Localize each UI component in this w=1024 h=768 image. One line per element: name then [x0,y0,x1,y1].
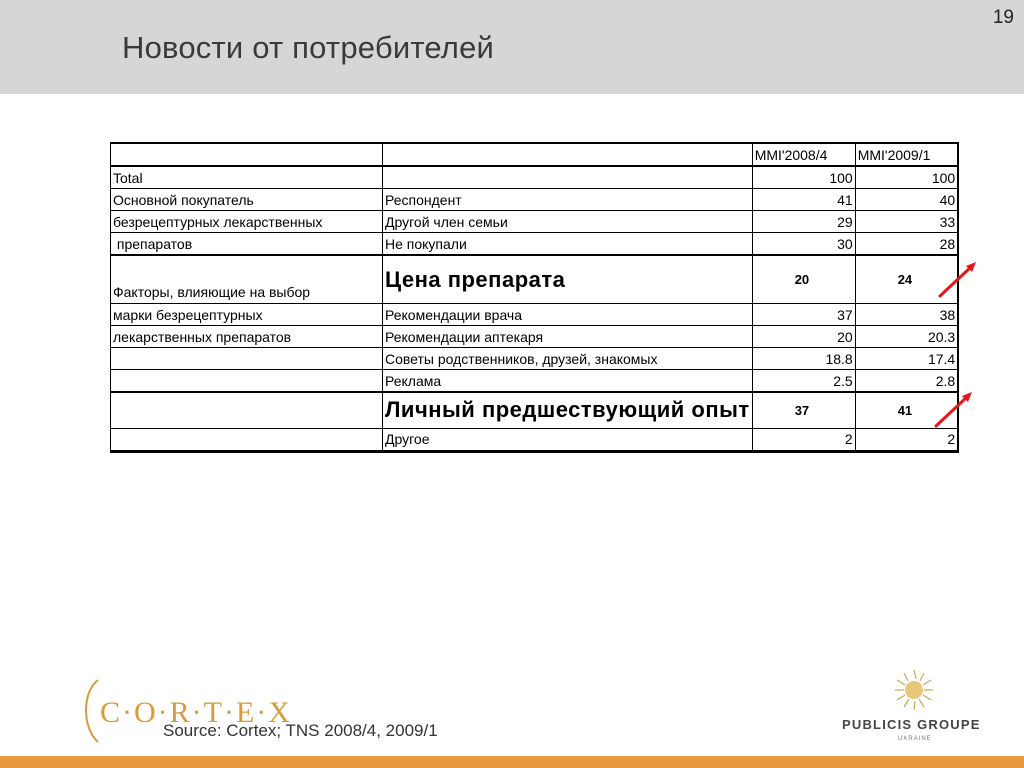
header-cell-2 [383,143,753,166]
row-sublabel: Рекомендации аптекаря [383,326,753,348]
publicis-sub: UKRAINE [898,736,932,742]
row-label: лекарственных препаратов [111,326,383,348]
row-sublabel: Другое [383,428,753,451]
row-sublabel: Не покупали [383,233,753,256]
row-sublabel: Реклама [383,370,753,393]
value-2009: 100 [855,166,958,189]
table-row [111,211,959,233]
row-label: Total [111,166,383,189]
value-2009: 28 [855,233,958,256]
value-2008: 29 [752,211,855,233]
row-label [111,392,383,428]
row-sublabel: Респондент [383,189,753,211]
value-2008: 30 [752,233,855,256]
header-cell-mmi-2008: MMI'2008/4 [752,143,855,166]
table-row [111,304,959,326]
source-note: Source: Cortex; TNS 2008/4, 2009/1 [163,721,438,740]
page-number: 19 [992,7,1014,28]
row-label [111,370,383,393]
table-row [111,189,959,211]
value-2009: 2.8 [855,370,958,393]
row-sublabel-highlight: Личный предшествующий опыт [383,392,753,428]
row-sublabel [383,166,753,189]
publicis-name: PUBLICIS GROUPE [842,717,981,732]
row-sublabel-highlight: Цена препарата [383,255,753,304]
value-2008: 18.8 [752,348,855,370]
publicis-lion-icon [840,664,990,744]
value-2009: 20.3 [855,326,958,348]
value-2009: 24 [855,255,958,304]
row-sublabel: Другой член семьи [383,211,753,233]
table-row [111,326,959,348]
row-label: препаратов [111,233,383,256]
value-2009: 17.4 [855,348,958,370]
value-2009: 38 [855,304,958,326]
value-2009: 41 [855,392,958,428]
table-row [111,428,959,451]
value-2008: 100 [752,166,855,189]
row-label [111,428,383,451]
row-label [111,348,383,370]
footer-bar [0,756,1024,768]
header-cell-1 [111,143,383,166]
value-2008: 37 [752,392,855,428]
table-row-highlight-price [111,255,959,304]
value-2009: 33 [855,211,958,233]
row-sublabel: Рекомендации врача [383,304,753,326]
row-sublabel: Советы родственников, друзей, знакомых [383,348,753,370]
value-2008: 41 [752,189,855,211]
value-2008: 2 [752,428,855,451]
cortex-logo-text: C·O·R·T·E·X [100,696,292,729]
value-2008: 2.5 [752,370,855,393]
header-cell-mmi-2009: MMI'2009/1 [855,143,958,166]
arrow-up-icon [928,388,978,432]
data-table [110,142,959,453]
value-2009: 2 [855,428,958,451]
value-2009: 40 [855,189,958,211]
table-row [111,348,959,370]
value-2008: 37 [752,304,855,326]
table-row [111,166,959,189]
table-row [111,370,959,393]
row-label: марки безрецептурных [111,304,383,326]
row-label: Основной покупатель [111,189,383,211]
slide-title: Новости от потребителей [122,30,495,65]
slide-header [0,0,1024,94]
table-header-row [111,143,959,166]
table-row [111,233,959,256]
row-label: Факторы, влияющие на выбор [111,255,383,304]
value-2008: 20 [752,255,855,304]
arrow-up-icon [932,258,982,302]
table-row-highlight-experience [111,392,959,428]
value-2008: 20 [752,326,855,348]
row-label: безрецептурных лекарственных [111,211,383,233]
